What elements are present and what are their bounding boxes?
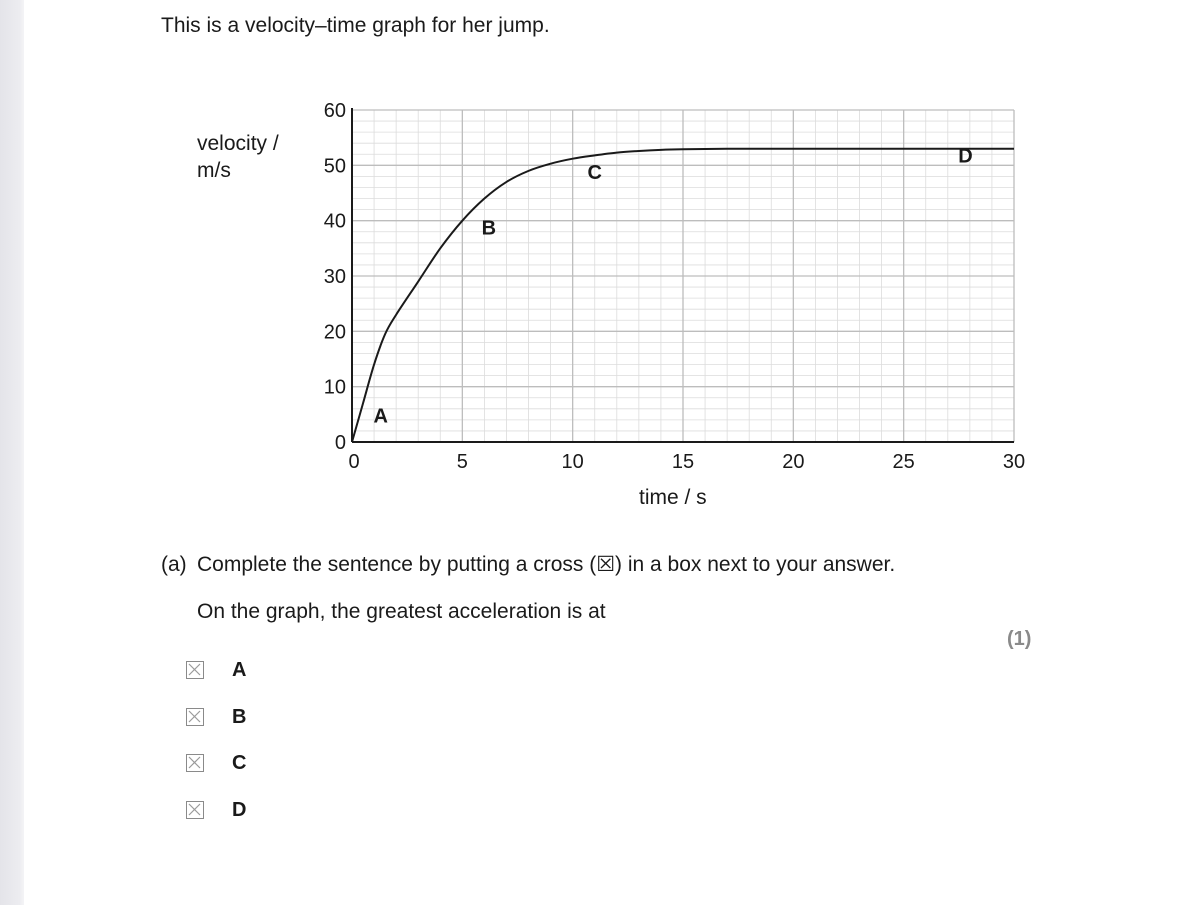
cross-box-icon [187,662,202,677]
option-label: B [232,705,247,728]
point-label-a: A [373,405,388,428]
tick-labels [324,100,1025,473]
y-tick-label: 30 [323,266,346,288]
y-tick-label: 50 [323,155,346,178]
x-tick-label: 15 [671,451,695,473]
question-instruction: Complete the sentence by putting a cross (☒) in a box next to your answer. [197,553,896,576]
marks-label: (1) [1007,628,1032,650]
point-label-c: C [587,162,602,185]
point-label-d: D [958,145,973,168]
y-tick-label: 40 [323,210,346,233]
y-axis-label-line2: m/s [197,159,231,182]
question-stem: On the graph, the greatest acceleration is at [197,600,606,623]
point-label-b: B [481,217,497,240]
cross-box-icon [187,802,202,817]
option-label: A [232,658,247,681]
option-d[interactable] [186,798,246,822]
y-axis-label-line1: velocity / [197,132,279,155]
answer-checkbox[interactable] [186,708,204,726]
cross-box-icon [187,755,202,770]
option-label: C [232,751,247,774]
y-tick-label: 60 [323,100,346,122]
x-tick-label: 10 [561,451,584,473]
option-b[interactable] [186,705,246,729]
answer-checkbox[interactable] [186,754,204,772]
y-tick-label: 0 [334,432,346,454]
x-axis-label: time / s [639,486,707,509]
x-tick-label: 0 [348,451,360,473]
option-label: D [232,798,247,821]
grid-major [352,110,1014,442]
intro-text: This is a velocity–time graph for her jump. [161,14,550,37]
question-a [161,552,895,577]
y-tick-label: 10 [323,376,346,399]
option-a[interactable] [186,658,246,682]
x-tick-label: 20 [782,451,805,473]
x-tick-label: 25 [892,451,915,473]
cross-box-icon [187,709,202,724]
question-number: (a) [161,553,187,576]
answer-checkbox[interactable] [186,661,204,679]
x-tick-label: 5 [456,451,468,473]
answer-checkbox[interactable] [186,801,204,819]
x-tick-label: 30 [1002,451,1026,473]
y-tick-label: 20 [323,321,346,344]
option-c[interactable] [186,751,246,775]
point-labels [373,146,972,428]
